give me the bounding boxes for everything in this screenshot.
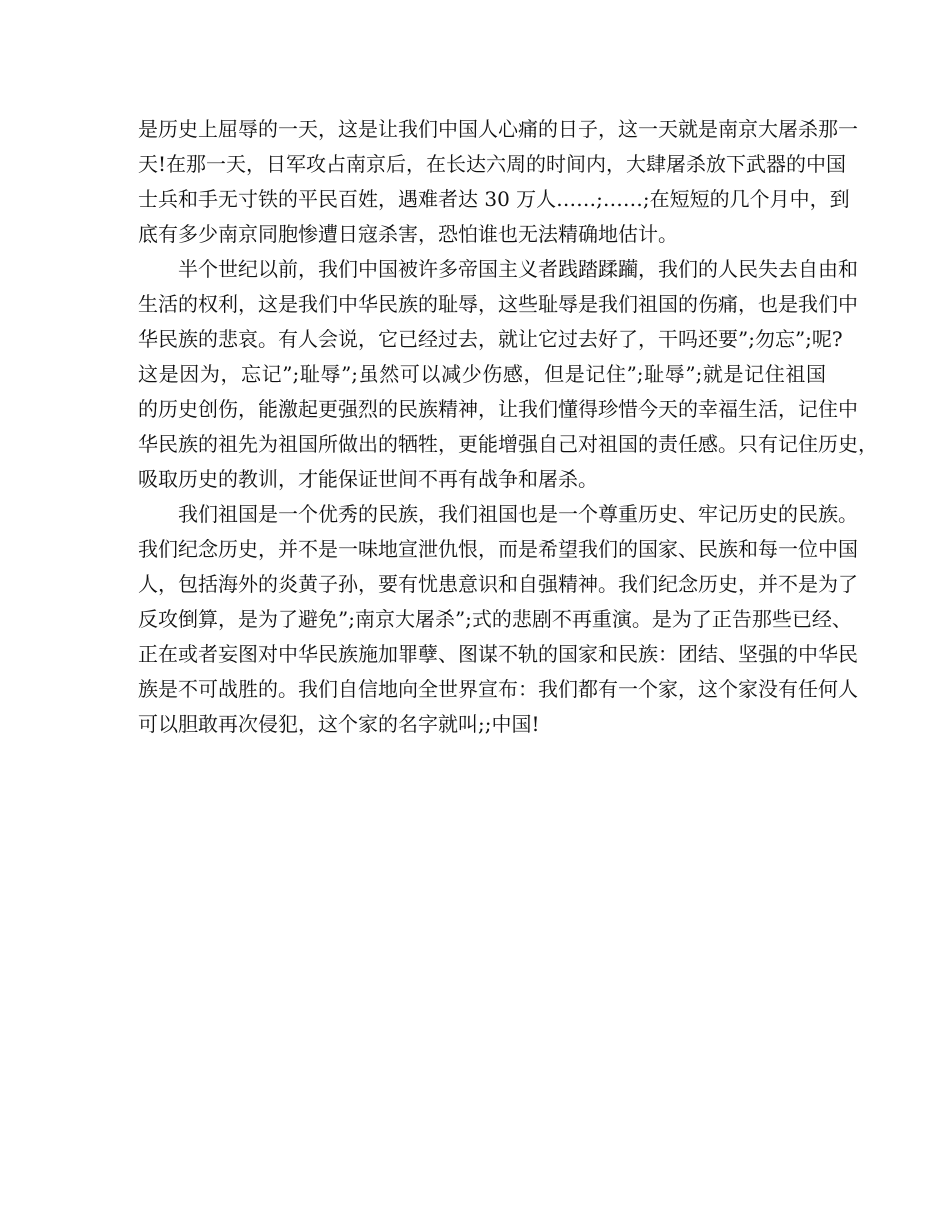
text-line: 我们祖国是一个优秀的民族，我们祖国也是一个尊重历史、牢记历史的民族。 (178, 502, 858, 526)
text-line: 士兵和手无寸铁的平民百姓，遇难者达 30 万人……;……;在短短的几个月中，到 (138, 187, 850, 211)
text-line: 半个世纪以前，我们中国被许多帝国主义者践踏蹂躏，我们的人民失去自由和 (178, 257, 858, 281)
text-line: 反攻倒算，是为了避免”;南京大屠杀”;式的悲剧不再重演。是为了正告那些已经、 (138, 607, 852, 631)
text-line: 是历史上屈辱的一天，这是让我们中国人心痛的日子，这一天就是南京大屠杀那一 (138, 117, 858, 141)
text-line: 人，包括海外的炎黄子孙，要有忧患意识和自强精神。我们纪念历史，并不是为了 (138, 572, 858, 596)
text-line: 华民族的悲哀。有人会说，它已经过去，就让它过去好了，干吗还要”;勿忘”;呢? (138, 327, 843, 351)
text-line: 族是不可战胜的。我们自信地向全世界宣布：我们都有一个家，这个家没有任何人 (138, 677, 858, 701)
document-body (138, 112, 878, 742)
text-line: 我们纪念历史，并不是一味地宣泄仇恨，而是希望我们的国家、民族和每一位中国 (138, 537, 858, 561)
text-line: 底有多少南京同胞惨遭日寇杀害，恐怕谁也无法精确地估计。 (138, 222, 678, 246)
text-line: 吸取历史的教训，才能保证世间不再有战争和屠杀。 (138, 467, 598, 491)
text-line: 华民族的祖先为祖国所做出的牺牲，更能增强自己对祖国的责任感。只有记住历史， (138, 432, 878, 456)
text-line: 的历史创伤，能激起更强烈的民族精神，让我们懂得珍惜今天的幸福生活，记住中 (138, 397, 858, 421)
text-line: 生活的权利，这是我们中华民族的耻辱，这些耻辱是我们祖国的伤痛，也是我们中 (138, 292, 858, 316)
text-line: 天!在那一天，日军攻占南京后，在长达六周的时间内，大肆屠杀放下武器的中国 (138, 152, 847, 176)
text-line: 这是因为，忘记”;耻辱”;虽然可以减少伤感，但是记住”;耻辱”;就是记住祖国 (138, 362, 826, 386)
text-line: 可以胆敢再次侵犯，这个家的名字就叫;;中国! (138, 712, 540, 736)
text-line: 正在或者妄图对中华民族施加罪孽、图谋不轨的国家和民族：团结、坚强的中华民 (138, 642, 858, 666)
